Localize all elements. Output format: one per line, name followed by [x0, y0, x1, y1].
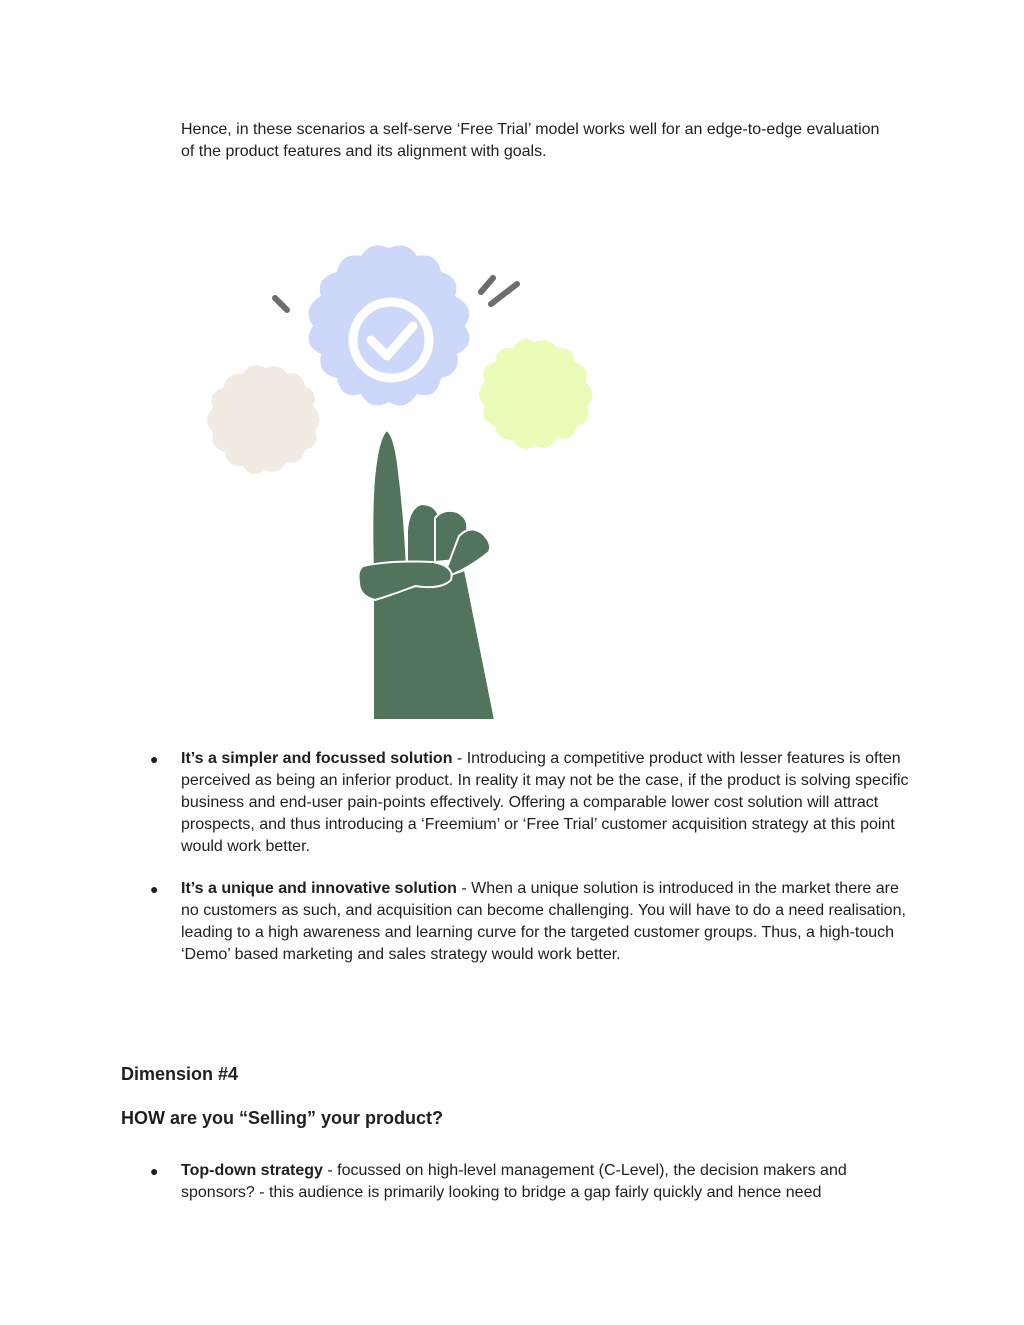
- bullet-body: - When a unique solution is introduced in the market there are no customers as such, and acquisition can become challenging. You will have to do a need realisation, leading to a high awareness and learning curve for the targeted customer groups. Thus, a high-touch ‘Demo’ based marketing and sales strategy would work better.: [181, 880, 906, 963]
- approval-hand-illustration: [195, 240, 615, 722]
- bullet-title: It’s a unique and innovative solution: [181, 880, 457, 897]
- bullet-title: Top-down strategy: [181, 1162, 323, 1179]
- spark-right-2: [491, 284, 517, 304]
- bullet-body: - focussed on high-level management (C-Level), the decision makers and sponsors? - this audience is primarily looking to bridge a gap fairly quickly and hence need: [181, 1162, 847, 1201]
- question-heading: HOW are you “Selling” your product?: [121, 1108, 444, 1128]
- spark-right-1: [481, 278, 493, 292]
- pointing-hand: [359, 430, 496, 720]
- bullet-marker: ●: [150, 1163, 159, 1179]
- intro-paragraph: Hence, in these scenarios a self-serve ‘Free Trial’ model works well for an edge-to-edge evaluation of the product features and its alignment with goals.: [181, 121, 880, 160]
- bullet-title: It’s a simpler and focussed solution: [181, 750, 453, 767]
- bullet-marker: ●: [150, 881, 159, 897]
- dimension-heading: Dimension #4: [121, 1064, 239, 1084]
- bullet-marker: ●: [150, 751, 159, 767]
- beige-badge-shape: [207, 365, 320, 474]
- green-badge-shape: [479, 339, 593, 449]
- bullet-body: - Introducing a competitive product with lesser features is often perceived as being an inferior product. In reality it may not be the case, if the product is solving specific business and end-user pain-points effectively. Offering a comparable lower cost solution will attract prospects, and thus introducing a ‘Freemium’ or ‘Free Trial’ customer acquisition strategy at this point would work better.: [181, 750, 909, 855]
- spark-left: [275, 298, 287, 310]
